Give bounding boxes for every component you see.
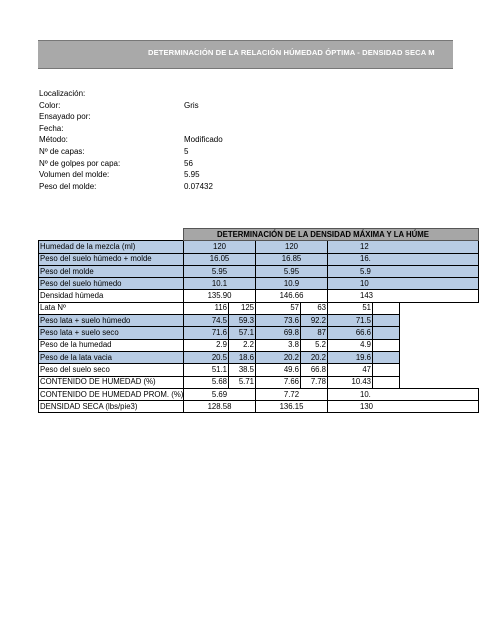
cell-value: 5.2	[301, 339, 328, 351]
cell-value	[373, 315, 400, 327]
row-label: DENSIDAD SECA (lbs/pie3)	[39, 401, 184, 413]
cell-value: 57	[256, 302, 301, 314]
cell-value: 66.6	[328, 327, 373, 339]
cell-value: 10.	[328, 388, 479, 400]
table-row	[39, 290, 479, 302]
cell-value: 125	[229, 302, 256, 314]
info-label: Volumen del molde:	[39, 170, 110, 180]
cell-value	[373, 327, 400, 339]
cell-value: 47	[328, 364, 373, 376]
cell-value: 16.85	[256, 253, 328, 265]
compaction-table-wrap	[38, 228, 429, 411]
info-value: Gris	[184, 100, 199, 110]
cell-value: 5.71	[229, 376, 256, 388]
cell-value: 10	[328, 278, 479, 290]
cell-value	[373, 376, 400, 388]
report-banner	[38, 40, 453, 69]
cell-value: 19.6	[328, 351, 373, 363]
table-row	[39, 265, 479, 277]
cell-value: 5.69	[184, 388, 256, 400]
row-label: CONTENIDO DE HUMEDAD PROM. (%)	[39, 388, 184, 400]
cell-value: 38.5	[229, 364, 256, 376]
cell-value: 57.1	[229, 327, 256, 339]
cell-value: 10.43	[328, 376, 373, 388]
cell-value: 16.	[328, 253, 479, 265]
cell-value	[373, 302, 400, 314]
cell-value: 20.5	[184, 351, 229, 363]
row-label: Peso lata + suelo húmedo	[39, 315, 184, 327]
cell-value: 10.9	[256, 278, 328, 290]
table-title: DETERMINACIÓN DE LA DENSIDAD MÁXIMA Y LA HÚME	[184, 229, 479, 241]
cell-value	[373, 364, 400, 376]
cell-value: 10.1	[184, 278, 256, 290]
cell-value: 16.05	[184, 253, 256, 265]
row-label: CONTENIDO DE HUMEDAD (%)	[39, 376, 184, 388]
table-row	[39, 315, 479, 327]
cell-value: 4.9	[328, 339, 373, 351]
cell-value: 59.3	[229, 315, 256, 327]
row-label: Densidad húmeda	[39, 290, 184, 302]
cell-value: 130	[328, 401, 479, 413]
info-value: 56	[184, 158, 193, 168]
compaction-table	[38, 228, 479, 413]
row-label: Peso de la lata vacia	[39, 351, 184, 363]
info-value: 5.95	[184, 170, 200, 180]
report-title: DETERMINACIÓN DE LA RELACIÓN HÚMEDAD ÓPTIMA - DENSIDAD SECA M	[148, 48, 435, 57]
cell-value	[373, 339, 400, 351]
row-label: Peso lata + suelo seco	[39, 327, 184, 339]
cell-value: 3.8	[256, 339, 301, 351]
table-row	[39, 327, 479, 339]
cell-value: 7.78	[301, 376, 328, 388]
row-label: Peso del suelo húmedo	[39, 278, 184, 290]
table-row	[39, 376, 479, 388]
table-row	[39, 278, 479, 290]
cell-value: 66.8	[301, 364, 328, 376]
cell-value: 12	[328, 241, 479, 253]
cell-value: 143	[328, 290, 479, 302]
cell-value: 2.9	[184, 339, 229, 351]
cell-value: 5.95	[184, 265, 256, 277]
cell-value: 69.8	[256, 327, 301, 339]
info-label: Nº de capas:	[39, 146, 85, 156]
cell-value: 120	[184, 241, 256, 253]
cell-value: 71.5	[328, 315, 373, 327]
cell-value: 74.5	[184, 315, 229, 327]
cell-value: 5.9	[328, 265, 479, 277]
table-row	[39, 241, 479, 253]
cell-value: 128.58	[184, 401, 256, 413]
cell-value: 116	[184, 302, 229, 314]
cell-value: 63	[301, 302, 328, 314]
cell-value: 146.66	[256, 290, 328, 302]
cell-value: 49.6	[256, 364, 301, 376]
cell-value	[373, 351, 400, 363]
cell-value: 2.2	[229, 339, 256, 351]
cell-value: 7.66	[256, 376, 301, 388]
cell-value: 20.2	[301, 351, 328, 363]
table-row	[39, 339, 479, 351]
info-label: Localización:	[39, 89, 86, 98]
table-row	[39, 351, 479, 363]
cell-value: 5.68	[184, 376, 229, 388]
cell-value: 73.6	[256, 315, 301, 327]
table-row	[39, 302, 479, 314]
info-value: 0.07432	[184, 181, 213, 191]
row-label: Peso del molde	[39, 265, 184, 277]
table-row	[39, 253, 479, 265]
table-row	[39, 401, 479, 413]
table-row	[39, 364, 479, 376]
info-label: Peso del molde:	[39, 181, 97, 191]
cell-value: 135.90	[184, 290, 256, 302]
cell-value: 18.6	[229, 351, 256, 363]
info-label: Color:	[39, 100, 61, 110]
cell-value: 92.2	[301, 315, 328, 327]
info-label: Fecha:	[39, 123, 64, 133]
cell-value: 5.95	[256, 265, 328, 277]
info-label: Nº de golpes por capa:	[39, 158, 121, 168]
table-header-row	[39, 229, 479, 241]
info-label: Método:	[39, 135, 68, 145]
cell-value: 71.6	[184, 327, 229, 339]
row-label: Peso del suelo húmedo + molde	[39, 253, 184, 265]
row-label: Peso de la humedad	[39, 339, 184, 351]
cell-value: 7.72	[256, 388, 328, 400]
info-label: Ensayado por:	[39, 112, 91, 122]
row-label: Peso del suelo seco	[39, 364, 184, 376]
table-row	[39, 388, 479, 400]
cell-value: 51.1	[184, 364, 229, 376]
cell-value: 51	[328, 302, 373, 314]
row-label: Lata Nº	[39, 302, 184, 314]
cell-value: 120	[256, 241, 328, 253]
info-value: 5	[184, 146, 189, 156]
info-value: Modificado	[184, 135, 223, 145]
cell-value: 20.2	[256, 351, 301, 363]
cell-value: 87	[301, 327, 328, 339]
cell-value: 136.15	[256, 401, 328, 413]
row-label: Humedad de la mezcla (ml)	[39, 241, 184, 253]
